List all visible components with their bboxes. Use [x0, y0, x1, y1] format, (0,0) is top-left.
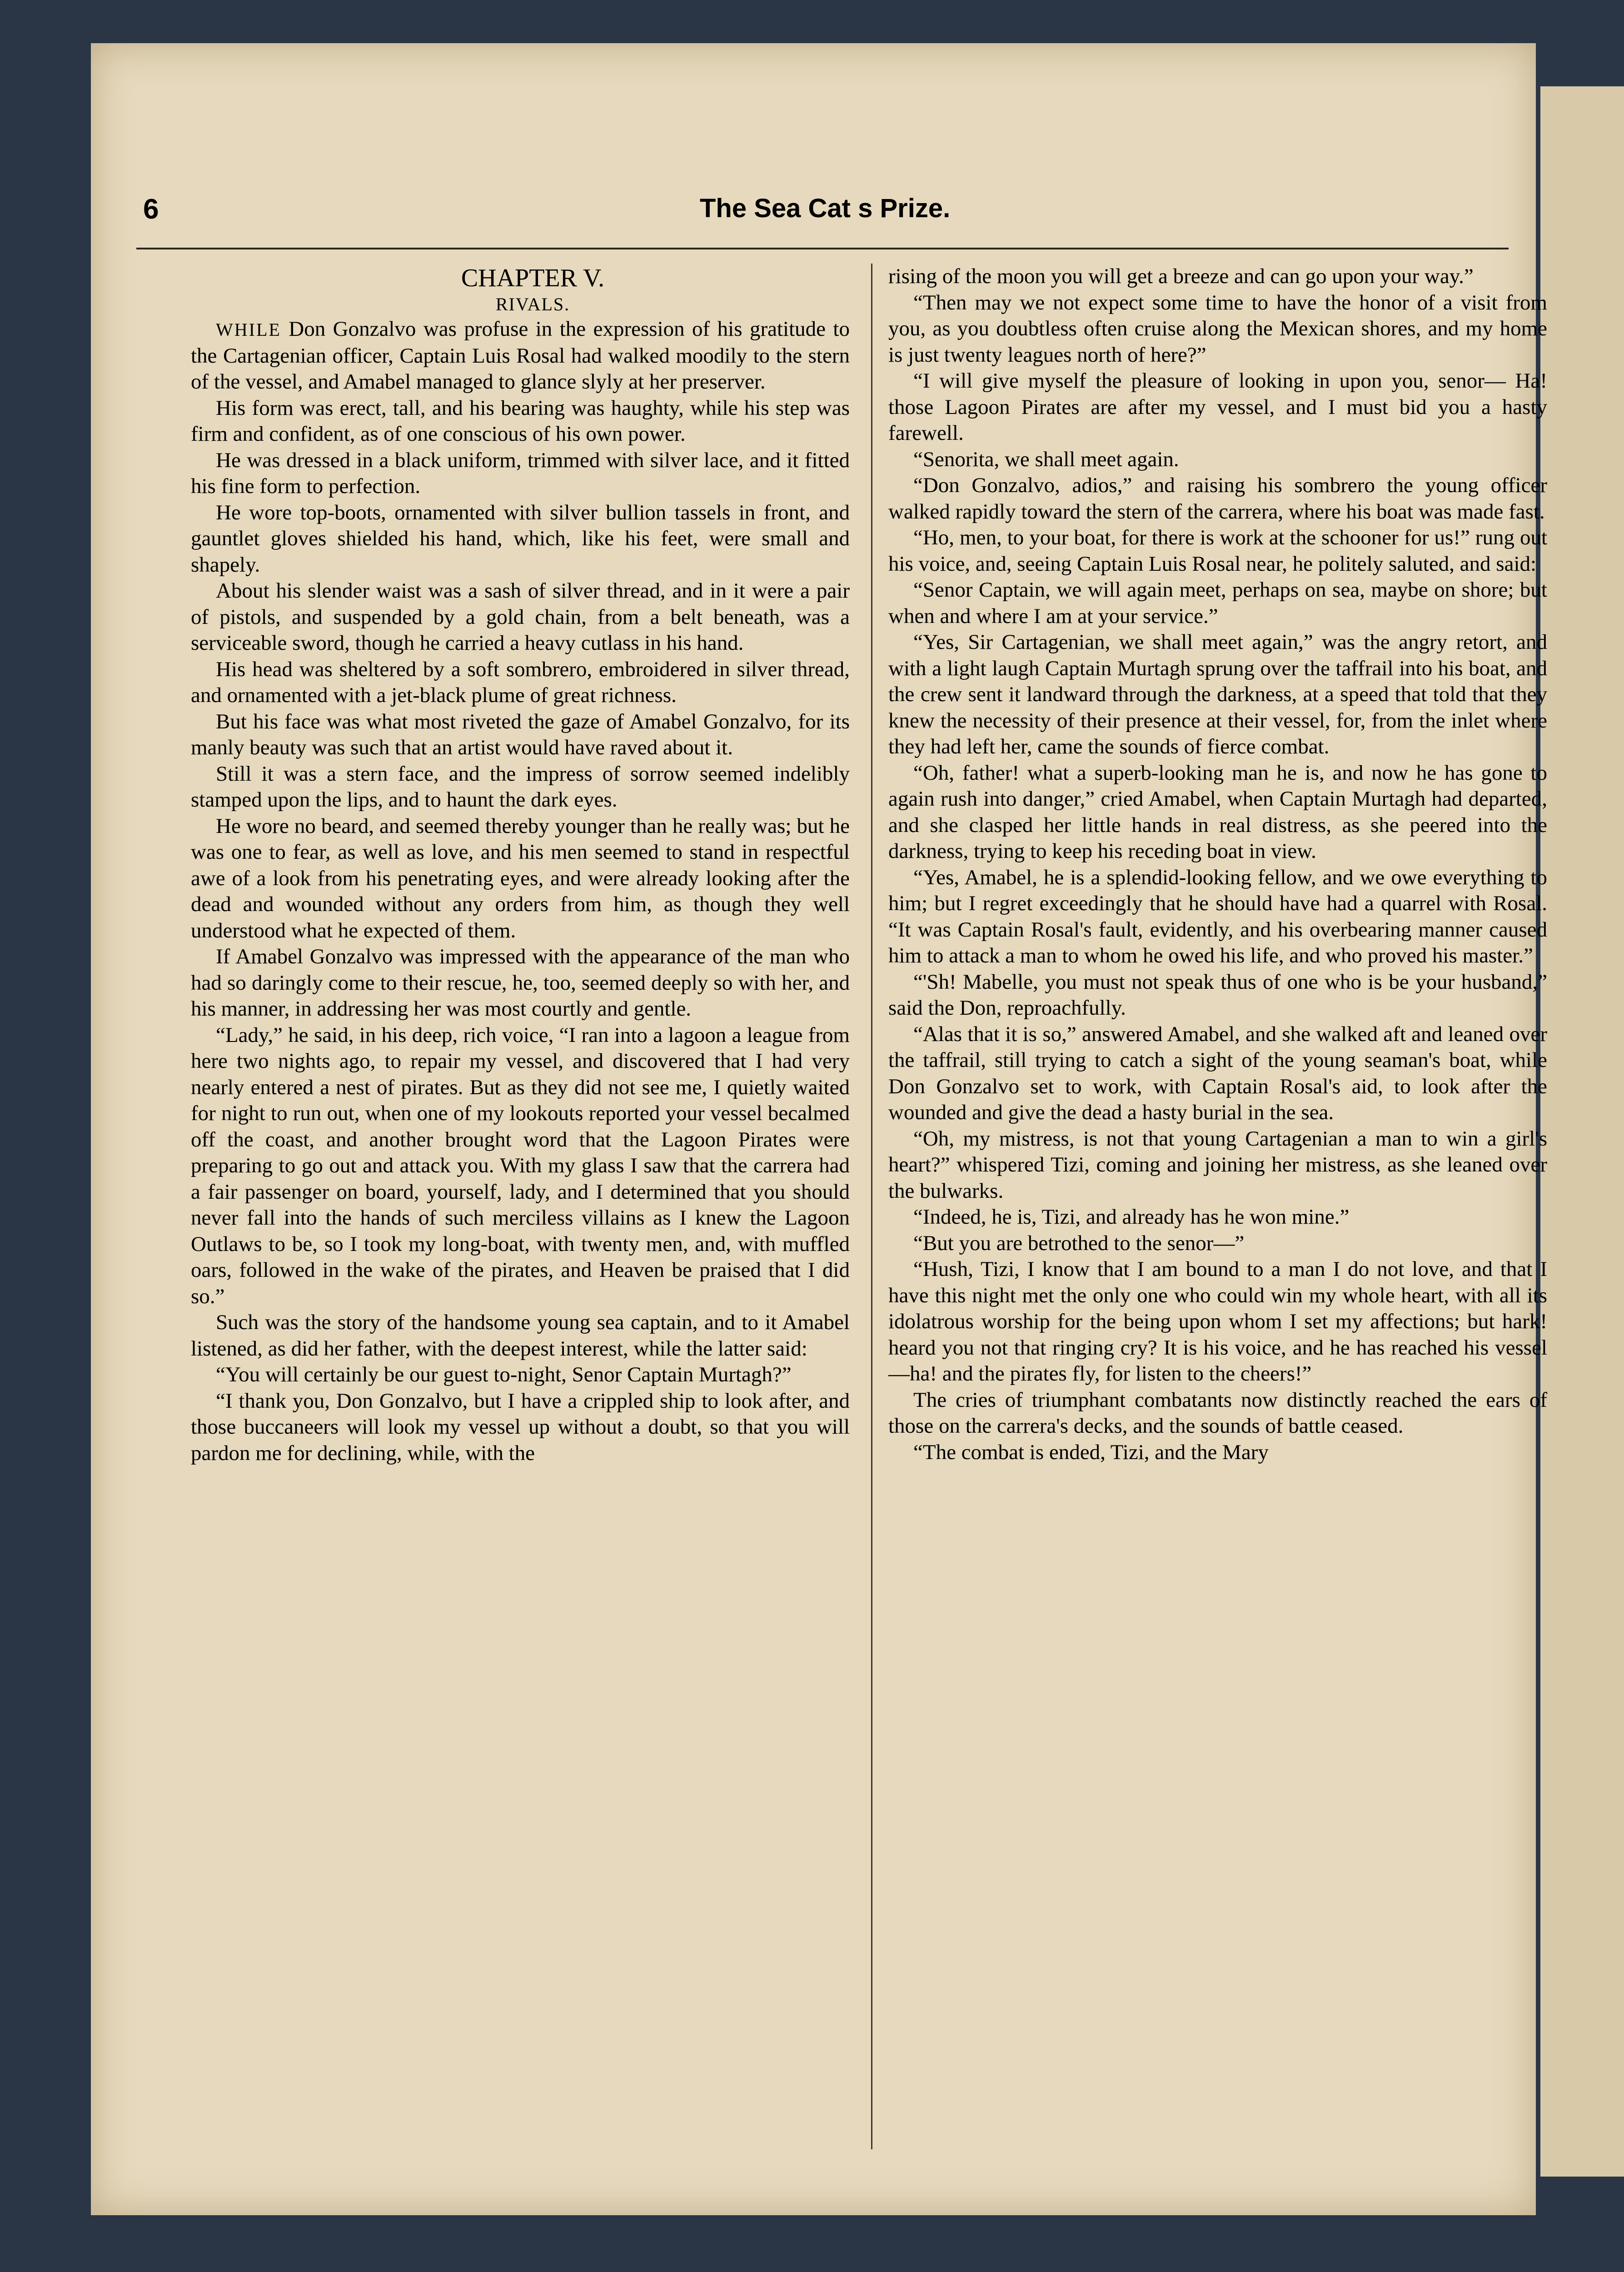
paragraph: “You will certainly be our guest to-night, Senor Captain Murtagh?”	[216, 1363, 792, 1386]
paragraph: Such was the story of the handsome young sea captain, and to it Amabel listened, as did her father, with the deepest interest, while the latter said:	[191, 1310, 850, 1360]
opening-paragraph	[191, 316, 850, 395]
paragraph: “Yes, Amabel, he is a splendid-looking fellow, and we owe everything to him; but I regret exceedingly that he should have had a quarrel with Rosal. “It was Captain Rosal's fault, evidently, and his overbearing manner caused him to attack a man to whom he owed his life, and who proved his master.”	[888, 865, 1547, 967]
paragraph: “Alas that it is so,” answered Amabel, and she walked aft and leaned over the taffrail, still trying to catch a sight of the young seaman's boat, while Don Gonzalvo set to work, with Captain Rosal's aid, to look after the wounded and give the dead a hasty burial in the sea.	[888, 1022, 1547, 1124]
chapter-subtitle: RIVALS.	[495, 294, 570, 314]
paragraph: He wore top-boots, ornamented with silver bullion tassels in front, and gauntlet gloves shielded his hand, which, like his feet, were small and shapely.	[191, 500, 850, 577]
paragraph: The cries of triumphant combatants now distinctly reached the ears of those on the carrera's decks, and the sounds of battle ceased.	[888, 1388, 1547, 1438]
paragraph: “Oh, father! what a superb-looking man he is, and now he has gone to again rush into danger,” cried Amabel, when Captain Murtagh had departed, and she clasped her little hands in real distress, as she peered into the darkness, trying to keep his receding boat in view.	[888, 761, 1547, 863]
header-rule	[136, 248, 1509, 249]
paragraph: “Oh, my mistress, is not that young Cartagenian a man to win a girl's heart?” whispered Tizi, coming and joining her mistress, as she leaned over the bulwarks.	[888, 1126, 1547, 1203]
paragraph: “The combat is ended, Tizi, and the Mary	[913, 1440, 1269, 1464]
page-number: 6	[143, 194, 159, 225]
paragraph: “But you are betrothed to the senor—”	[913, 1231, 1245, 1255]
paragraph: His head was sheltered by a soft sombrero, embroidered in silver thread, and ornamented with a jet-black plume of great richness.	[191, 657, 850, 707]
paragraph: “I will give myself the pleasure of looking in upon you, senor— Ha! those Lagoon Pirates are after my vessel, and I must bid you a hasty farewell.	[888, 369, 1547, 445]
opening-word: WHILE	[216, 319, 281, 340]
paragraph: “Yes, Sir Cartagenian, we shall meet again,” was the angry retort, and with a light laugh Captain Murtagh sprung over the taffrail into his boat, and the crew sent it landward through the darkness, at a speed that told that they knew the necessity of their presence at their vessel, for, from the inlet where they had left her, came the sounds of fierce combat.	[888, 630, 1547, 758]
adjacent-page-edge	[1540, 86, 1624, 2177]
chapter-title: CHAPTER V.	[461, 264, 605, 292]
opening-text: Don Gonzalvo was profuse in the expression of his gratitude to the Cartagenian officer, Captain Luis Rosal had walked moodily to the stern of the vessel, and Amabel managed to glance slyly at her preserver.	[191, 317, 850, 394]
paragraph: “I thank you, Don Gonzalvo, but I have a crippled ship to look after, and those buccaneers will look my vessel up without a doubt, so that you will pardon me for declining, while, with the	[191, 1389, 850, 1465]
paragraph: “Indeed, he is, Tizi, and already has he won mine.”	[913, 1205, 1350, 1229]
paragraph: He was dressed in a black uniform, trimmed with silver lace, and it fitted his fine form to perfection.	[191, 448, 850, 498]
continued-paragraph: rising of the moon you will get a breeze and can go upon your way.”	[888, 264, 1474, 288]
paragraph: “Senor Captain, we will again meet, perhaps on sea, maybe on shore; but when and where I am at your service.”	[888, 578, 1547, 628]
running-title: The Sea Cat s Prize.	[700, 194, 951, 223]
paragraph: “'Sh! Mabelle, you must not speak thus of one who is be your husband,” said the Don, reproachfully.	[888, 970, 1547, 1020]
paragraph: But his face was what most riveted the gaze of Amabel Gonzalvo, for its manly beauty was such that an artist would have raved about it.	[191, 709, 850, 759]
left-column	[191, 264, 850, 1466]
paragraph: Still it was a stern face, and the impress of sorrow seemed indelibly stamped upon the lips, and to haunt the dark eyes.	[191, 762, 850, 812]
paragraph: He wore no beard, and seemed thereby younger than he really was; but he was one to fear, as well as love, and his men seemed to stand in respectful awe of a look from his penetrating eyes, and were already looking after the dead and wounded without any orders from him, as though they well understood what he expected of them.	[191, 814, 850, 942]
paragraph: “Lady,” he said, in his deep, rich voice, “I ran into a lagoon a league from here two nights ago, to repair my vessel, and discovered that I had very nearly entered a nest of pirates. But as they did not see me, I quietly waited for night to run out, when one of my lookouts reported your vessel becalmed off the coast, and another brought word that the Lagoon Pirates were preparing to go out and attack you. With my glass I saw that the carrera had a fair passenger on board, yourself, lady, and I determined that you should never fall into the hands of such merciless villains as I knew the Lagoon Outlaws to be, so I took my long-boat, with twenty men, and, with muffled oars, followed in the wake of the pirates, and Heaven be praised that I did so.”	[191, 1023, 850, 1308]
paragraph: About his slender waist was a sash of silver thread, and in it were a pair of pistols, and suspended by a gold chain, from a belt beneath, was a serviceable sword, though he carried a heavy cutlass in his hand.	[191, 579, 850, 655]
paragraph: “Senorita, we shall meet again.	[913, 447, 1179, 471]
column-divider	[871, 264, 872, 2149]
right-column	[888, 264, 1547, 1465]
paragraph: “Then may we not expect some time to have the honor of a visit from you, as you doubtless often cruise along the Mexican shores, and my home is just twenty leagues north of here?”	[888, 290, 1547, 367]
paragraph: His form was erect, tall, and his bearing was haughty, while his step was firm and confident, as of one conscious of his own power.	[191, 396, 850, 446]
paragraph: “Ho, men, to your boat, for there is work at the schooner for us!” rung out his voice, and, seeing Captain Luis Rosal near, he politely saluted, and said:	[888, 526, 1547, 576]
paragraph: “Hush, Tizi, I know that I am bound to a man I do not love, and that I have this night met the only one who could win my whole heart, with all its idolatrous worship for the being upon whom I set my affections; but hark! heard you not that ringing cry? It is his voice, and he has reached his vessel—ha! and the pirates fly, for listen to the cheers!”	[888, 1257, 1547, 1385]
paragraph: If Amabel Gonzalvo was impressed with the appearance of the man who had so daringly come to their rescue, he, too, seemed deeply so with her, and his manner, in addressing her was most courtly and gentle.	[191, 945, 850, 1021]
paragraph: “Don Gonzalvo, adios,” and raising his sombrero the young officer walked rapidly toward the stern of the carrera, where his boat was made fast.	[888, 473, 1547, 523]
